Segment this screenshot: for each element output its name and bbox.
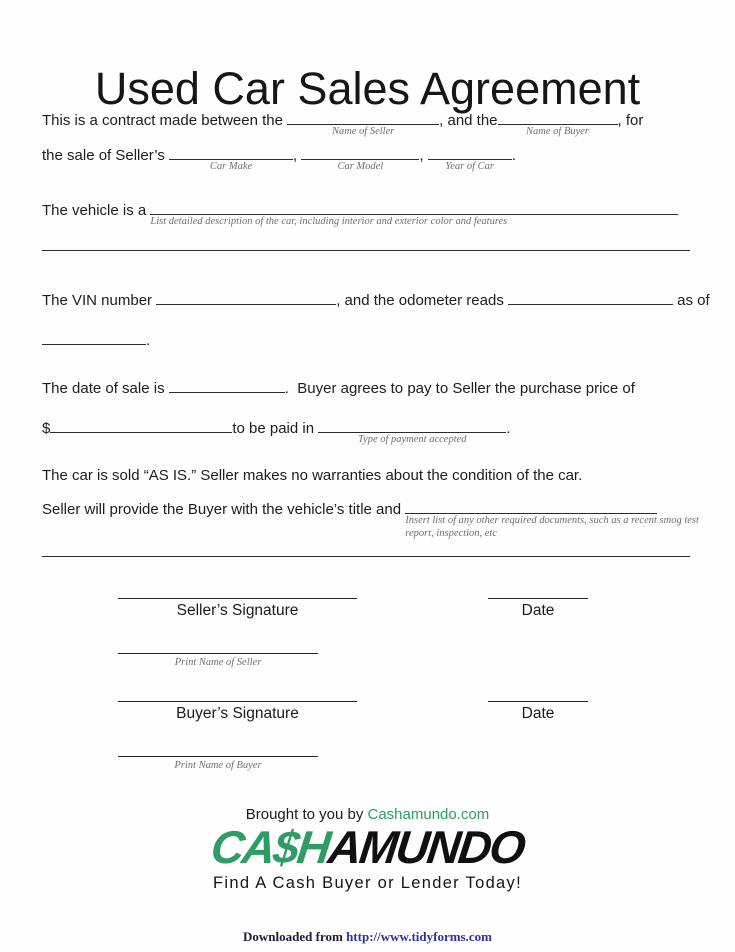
sale-date-blank [169, 376, 285, 393]
paragraph-text: This is a contract made between the [42, 112, 288, 129]
vin-blank [156, 288, 336, 305]
field-caption: Name of Seller [331, 126, 395, 137]
as-is-paragraph [42, 465, 702, 486]
buyer-signature-row [118, 701, 588, 723]
seller-signature-line [118, 598, 357, 599]
buyer-print-name-caption: Print Name of Buyer [174, 760, 262, 771]
intro-paragraph [42, 108, 702, 172]
paragraph-text: $ [42, 420, 51, 437]
seller-date-line [488, 598, 588, 599]
buyer-signature-line [118, 701, 357, 702]
seller-name-blank [287, 108, 439, 137]
paragraph-text: , and the [439, 112, 498, 129]
paragraph-text: to be paid in [232, 420, 319, 437]
field-caption: Car Model [337, 161, 384, 172]
buyer-date-field [488, 701, 588, 723]
paragraph-text: as of [673, 292, 710, 309]
paragraph-text: The date of sale is [42, 380, 169, 397]
buyer-print-name-field [118, 756, 318, 771]
buyer-signature-field [118, 701, 357, 723]
vin-odometer-paragraph [42, 288, 710, 351]
document-title: Used Car Sales Agreement [94, 63, 641, 115]
documents-continuation-line [42, 556, 690, 557]
vehicle-description-blank [150, 198, 678, 227]
paragraph-text: , [293, 147, 302, 164]
field-caption: Year of Car [445, 161, 495, 172]
description-continuation-line [42, 250, 690, 251]
field-caption: Type of payment accepted [357, 434, 467, 445]
seller-print-name-field [118, 653, 318, 668]
seller-date-field [488, 598, 588, 620]
buyer-date-line [488, 701, 588, 702]
paragraph-text: . [511, 147, 516, 164]
title-documents-paragraph [42, 497, 702, 539]
paragraph-text: Seller will provide the Buyer with the vehicle’s title and [42, 501, 406, 518]
buyer-print-name-line [118, 756, 318, 757]
brought-prefix-text: Brought to you by [245, 806, 368, 823]
cashamundo-logo-amundo-text: AMUNDO [325, 821, 527, 873]
car-model-blank [301, 143, 419, 172]
field-caption: Car Make [209, 161, 253, 172]
other-documents-blank [405, 497, 699, 539]
branding-block [0, 806, 735, 893]
download-footer [0, 929, 735, 945]
vehicle-description-paragraph [42, 198, 702, 227]
cashamundo-logo [0, 821, 735, 873]
paragraph-text: . [506, 420, 511, 437]
field-caption: Insert list of any other required documents, such as a recent smog test report, inspection, etc [405, 515, 699, 539]
paragraph-text: . [146, 332, 151, 349]
cashamundo-site-link[interactable]: Cashamundo.com [367, 806, 490, 823]
car-make-blank [169, 143, 293, 172]
seller-signature-caption: Seller’s Signature [176, 602, 299, 619]
paragraph-text: , for [617, 112, 644, 129]
price-blank [50, 416, 232, 433]
paragraph-text: The car is sold “AS IS.” Seller makes no warranties about the condition of the car. [42, 467, 583, 484]
seller-signature-field [118, 598, 357, 620]
paragraph-text: the sale of Seller’s [42, 147, 170, 164]
buyer-name-blank [498, 108, 618, 137]
buyer-date-caption: Date [521, 705, 555, 722]
brand-tagline: Find A Cash Buyer or Lender Today! [213, 873, 522, 892]
paragraph-text: , [419, 147, 428, 164]
seller-signature-row [118, 598, 588, 620]
tidyforms-link[interactable]: http://www.tidyforms.com [346, 929, 492, 944]
downloaded-from-text: Downloaded from [243, 929, 347, 944]
seller-print-name-caption: Print Name of Seller [174, 657, 262, 668]
seller-print-name-line [118, 653, 318, 654]
field-caption: List detailed description of the car, including interior and exterior color and features [150, 216, 508, 227]
paragraph-text: The VIN number [42, 292, 157, 309]
payment-type-blank [318, 416, 506, 445]
odometer-blank [508, 288, 673, 305]
car-year-blank [428, 143, 512, 172]
field-caption: Name of Buyer [526, 126, 590, 137]
sale-price-paragraph [42, 376, 702, 445]
paragraph-text: , and the odometer reads [336, 292, 508, 309]
buyer-signature-caption: Buyer’s Signature [176, 705, 299, 722]
paragraph-text: The vehicle is a [42, 202, 151, 219]
paragraph-text: . Buyer agrees to pay to Seller the purchase price of [284, 380, 635, 397]
seller-date-caption: Date [521, 602, 555, 619]
odometer-date-blank [42, 328, 146, 345]
cashamundo-logo-cash-text: CA$H [208, 821, 332, 873]
